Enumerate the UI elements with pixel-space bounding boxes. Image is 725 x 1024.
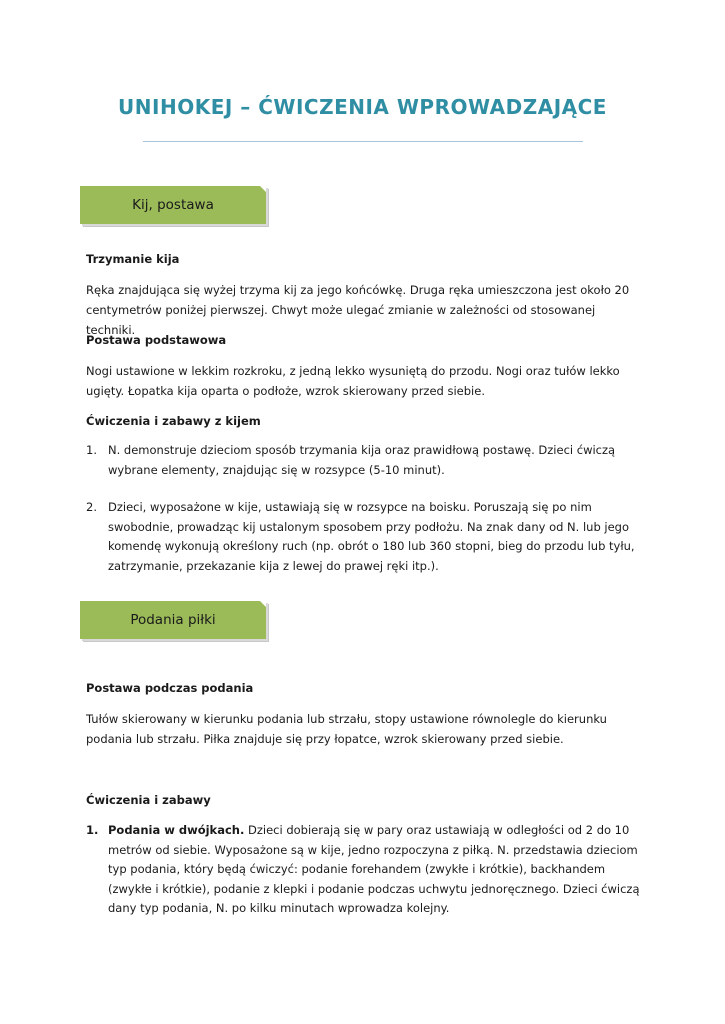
section-heading-label: Podania piłki: [130, 612, 216, 628]
subheading-cwiczenia-z-kijem: Ćwiczenia i zabawy z kijem: [86, 414, 261, 428]
subheading-postawa-podstawowa: Postawa podstawowa: [86, 333, 227, 347]
title-divider: [143, 141, 583, 142]
list-item-number: 2.: [86, 500, 97, 514]
list-item-number: 1.: [86, 443, 97, 457]
section-heading-podania-pilki: [80, 601, 266, 639]
section-heading-label: Kij, postawa: [132, 197, 214, 213]
list-item-body: Dzieci dobierają się w pary oraz ustawiają w odległości od 2 do 10 metrów od siebie. Wyposażone są w kije, jedno rozpoczyna z piłką. N. przedstawia dzieciom typ podania, który będą ćwiczyć: podanie forehandem (zwykłe i krótkie), backhandem (zwykłe i krótkie), podanie z klepki i podanie podczas uchwytu jednoręcznego. Dzieci ćwiczą dany typ podania, N. po kilku minutach wprowadza kolejny.: [108, 823, 640, 915]
subheading-postawa-podczas-podania: Postawa podczas podania: [86, 681, 254, 695]
list-item-number: 1.: [86, 823, 99, 837]
section-heading-kij-postawa: [80, 186, 266, 224]
subheading-trzymanie-kija: Trzymanie kija: [86, 252, 180, 266]
paragraph-trzymanie-kija: Ręka znajdująca się wyżej trzyma kij za jego końcówkę. Druga ręka umieszczona jest około 20 centymetrów poniżej pierwszej. Chwyt może ulegać zmianie w zależności od stosowanej techniki.: [86, 283, 630, 337]
page-title: UNIHOKEJ – ĆWICZENIA WPROWADZAJĄCE: [118, 95, 607, 119]
list-item-lead: Podania w dwójkach.: [108, 823, 245, 837]
subheading-cwiczenia-i-zabawy: Ćwiczenia i zabawy: [86, 793, 211, 807]
list-item-text: Dzieci, wyposażone w kije, ustawiają się w rozsypce na boisku. Poruszają się po nim swobodnie, prowadząc kij ustalonym sposobem przy podłożu. Na znak dany od N. lub jego komendę wykonują określony ruch (np. obrót o 180 lub 360 stopni, bieg do przodu lub tyłu, zatrzymanie, przekazanie kija z lewej do prawej ręki itp.).: [108, 500, 635, 573]
list-item-text: [108, 821, 646, 919]
paragraph-postawa-podczas-podania: Tułów skierowany w kierunku podania lub strzału, stopy ustawione równolegle do kierunku podania lub strzału. Piłka znajduje się przy łopatce, wzrok skierowany przed siebie.: [86, 712, 607, 746]
paragraph-postawa-podstawowa: Nogi ustawione w lekkim rozkroku, z jedną lekko wysuniętą do przodu. Nogi oraz tułów lekko ugięty. Łopatka kija oparta o podłoże, wzrok skierowany przed siebie.: [86, 364, 620, 398]
list-item-text: N. demonstruje dzieciom sposób trzymania kija oraz prawidłową postawę. Dzieci ćwiczą wybrane elementy, znajdując się w rozsypce (5-10 minut).: [108, 443, 616, 477]
